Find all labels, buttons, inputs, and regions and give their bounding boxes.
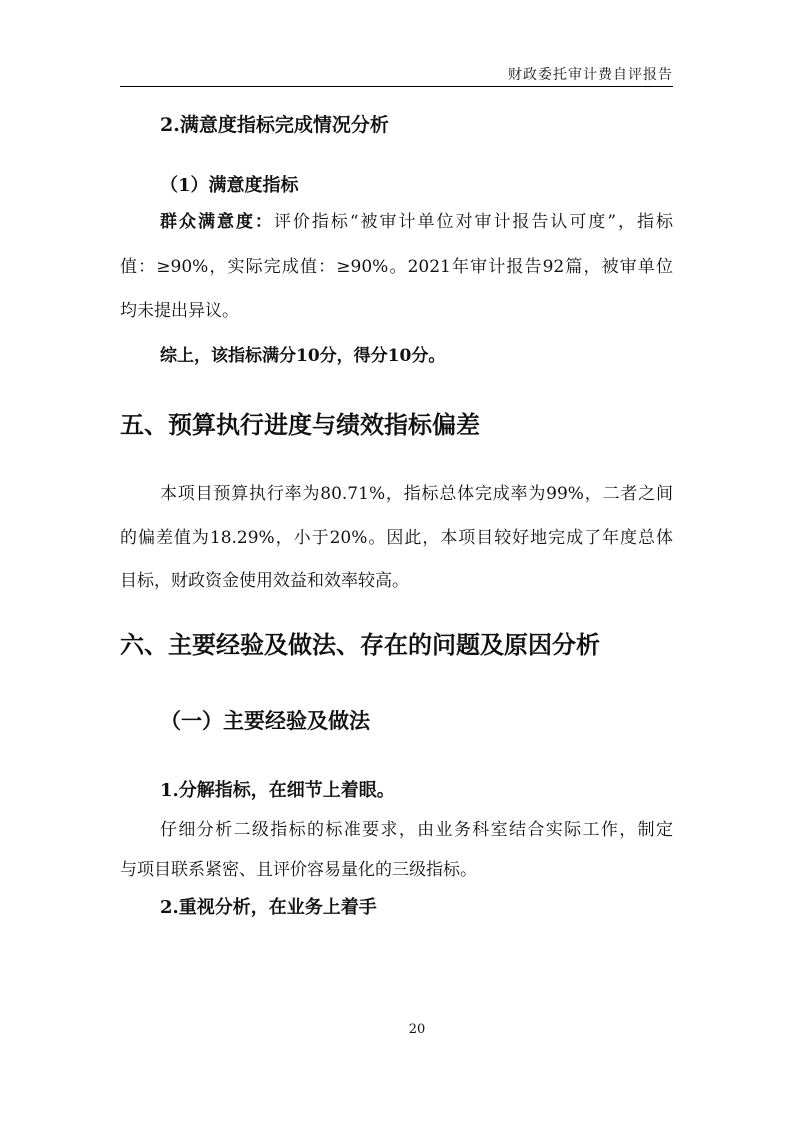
section-5-paragraph-line-2: 的偏差值为18.29%，小于20%。因此，本项目较好地完成了年度总体 bbox=[120, 528, 673, 548]
satisfaction-paragraph-line-1 bbox=[160, 210, 673, 234]
page-number: 20 bbox=[408, 1022, 426, 1037]
public-satisfaction-text: 评价指标“被审计单位对审计报告认可度”，指标 bbox=[273, 212, 673, 232]
satisfaction-indicator-heading: （1）满意度指标 bbox=[160, 175, 299, 196]
satisfaction-summary: 综上，该指标满分10分，得分10分。 bbox=[160, 346, 446, 366]
section-6-heading: 六、主要经验及做法、存在的问题及原因分析 bbox=[120, 631, 600, 659]
item-2-heading: 2.重视分析，在业务上着手 bbox=[160, 897, 377, 918]
satisfaction-paragraph-line-2: 值：≥90%，实际完成值：≥90%。2021年审计报告92篇，被审单位 bbox=[120, 257, 673, 277]
satisfaction-analysis-heading: 2.满意度指标完成情况分析 bbox=[160, 114, 389, 136]
running-header-title: 财政委托审计费自评报告 bbox=[508, 67, 673, 83]
item-1-heading: 1.分解指标，在细节上着眼。 bbox=[160, 780, 395, 801]
section-5-paragraph-line-3: 目标，财政资金使用效益和效率较高。 bbox=[120, 571, 409, 591]
header-rule bbox=[120, 86, 673, 87]
public-satisfaction-label: 群众满意度： bbox=[160, 212, 274, 232]
item-1-paragraph-line-1: 仔细分析二级指标的标准要求，由业务科室结合实际工作，制定 bbox=[160, 820, 673, 840]
item-1-paragraph-line-2: 与项目联系紧密、且评价容易量化的三级指标。 bbox=[120, 860, 477, 880]
section-5-heading: 五、预算执行进度与绩效指标偏差 bbox=[120, 411, 480, 439]
satisfaction-paragraph-line-3: 均未提出异议。 bbox=[120, 301, 239, 321]
subsection-main-experience-heading: （一）主要经验及做法 bbox=[160, 709, 370, 733]
section-5-paragraph-line-1: 本项目预算执行率为80.71%，指标总体完成率为99%，二者之间 bbox=[160, 484, 673, 504]
